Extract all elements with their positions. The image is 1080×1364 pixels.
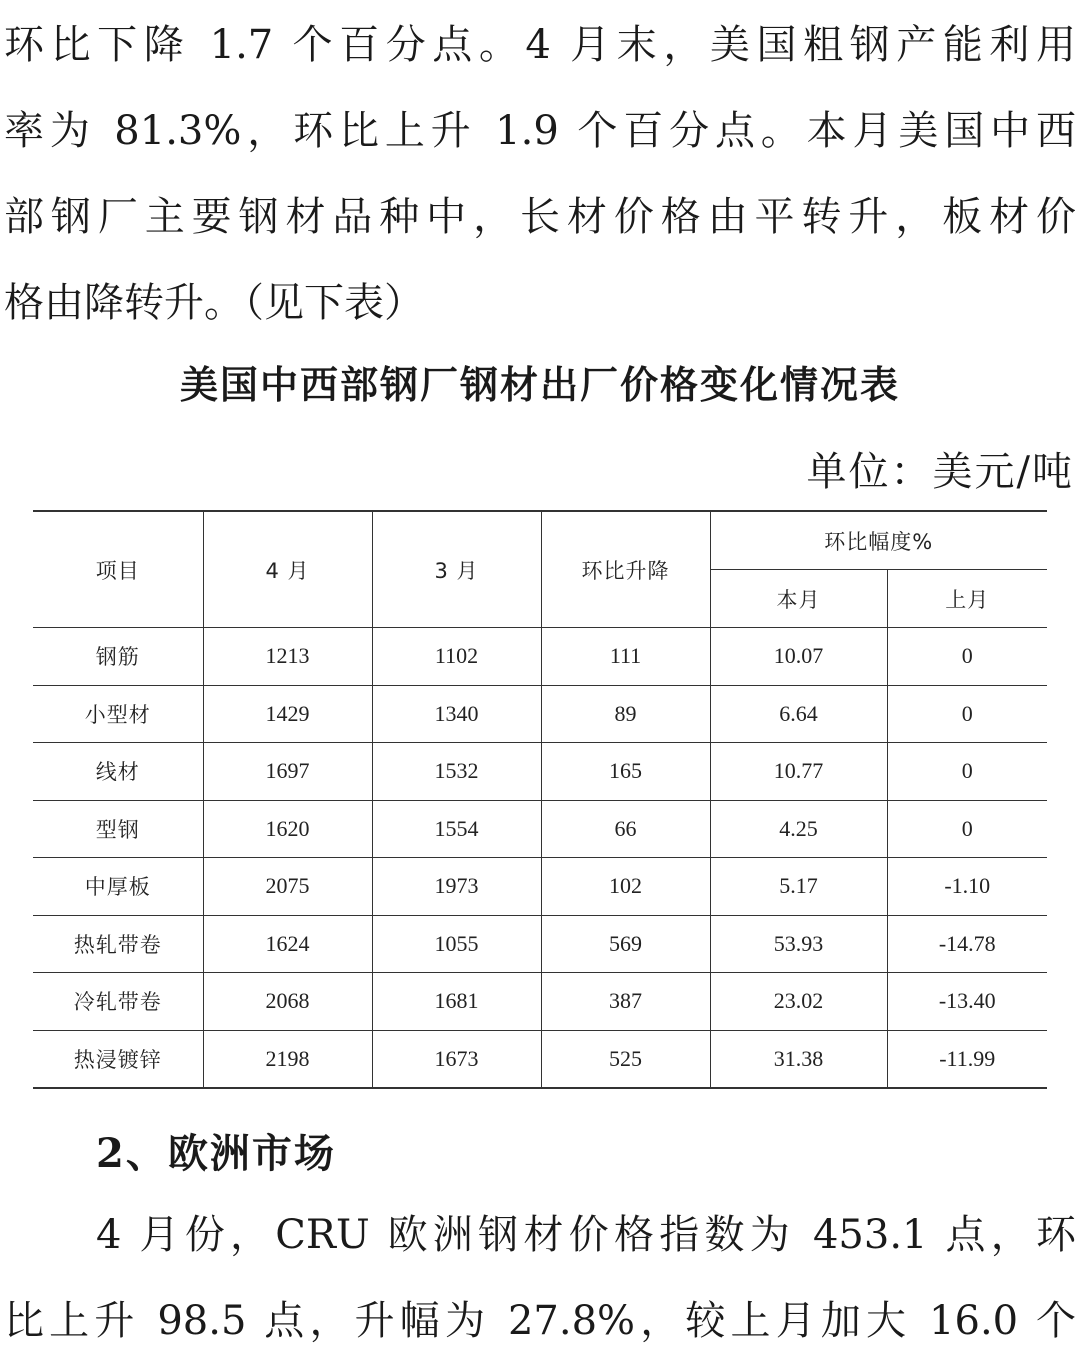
header-item: 项目	[33, 511, 203, 628]
europe-line: 4 月份，CRU 欧洲钢材价格指数为 453.1 点，环	[96, 1212, 1076, 1258]
cell-this-month: 23.02	[710, 973, 887, 1031]
cell-april: 1429	[203, 685, 372, 743]
cell-this-month: 31.38	[710, 1030, 887, 1088]
cell-april: 1620	[203, 800, 372, 858]
cell-april: 2068	[203, 973, 372, 1031]
europe-paragraph	[4, 1192, 1076, 1364]
header-mom-pct: 环比幅度%	[824, 529, 934, 554]
cell-change: 525	[541, 1030, 710, 1088]
intro-line: 环比下降 1.7 个百分点。4 月末，美国粗钢产能利用	[4, 22, 1076, 68]
header-april: 4 月	[203, 511, 372, 628]
cell-april: 2075	[203, 858, 372, 916]
cell-last-month: 0	[887, 743, 1047, 801]
table-unit: 单位：美元/吨	[806, 449, 1074, 495]
cell-change: 569	[541, 915, 710, 973]
cell-this-month: 6.64	[710, 685, 887, 743]
table-row	[33, 685, 1047, 743]
europe-line: 比上升 98.5 点，升幅为 27.8%，较上月加大 16.0 个	[4, 1298, 1076, 1344]
cell-last-month: -14.78	[887, 915, 1047, 973]
cell-change: 387	[541, 973, 710, 1031]
cell-april: 1697	[203, 743, 372, 801]
table-row	[33, 1030, 1047, 1088]
cell-item: 冷轧带卷	[33, 973, 203, 1031]
cell-item: 热浸镀锌	[33, 1030, 203, 1088]
cell-item: 钢筋	[33, 628, 203, 686]
table-row	[33, 800, 1047, 858]
header-march: 3 月	[372, 511, 541, 628]
table-row	[33, 628, 1047, 686]
cell-march: 1055	[372, 915, 541, 973]
cell-march: 1102	[372, 628, 541, 686]
cell-change: 111	[541, 628, 710, 686]
cell-april: 2198	[203, 1030, 372, 1088]
intro-line: 率为 81.3%，环比上升 1.9 个百分点。本月美国中西	[4, 108, 1076, 154]
cell-item: 小型材	[33, 685, 203, 743]
cell-march: 1554	[372, 800, 541, 858]
cell-this-month: 53.93	[710, 915, 887, 973]
table-row	[33, 915, 1047, 973]
cell-last-month: -11.99	[887, 1030, 1047, 1088]
cell-change: 66	[541, 800, 710, 858]
table-row	[33, 743, 1047, 801]
cell-this-month: 4.25	[710, 800, 887, 858]
cell-change: 89	[541, 685, 710, 743]
cell-last-month: 0	[887, 685, 1047, 743]
cell-last-month: -13.40	[887, 973, 1047, 1031]
cell-march: 1973	[372, 858, 541, 916]
cell-item: 热轧带卷	[33, 915, 203, 973]
table-title: 美国中西部钢厂钢材出厂价格变化情况表	[179, 363, 900, 407]
price-table	[33, 510, 1047, 1089]
cell-change: 165	[541, 743, 710, 801]
cell-march: 1681	[372, 973, 541, 1031]
cell-this-month: 10.77	[710, 743, 887, 801]
header-last-month: 上月	[887, 570, 1047, 628]
cell-item: 线材	[33, 743, 203, 801]
intro-line: 部钢厂主要钢材品种中，长材价格由平转升，板材价	[4, 194, 1076, 240]
cell-march: 1340	[372, 685, 541, 743]
header-change: 环比升降	[541, 511, 710, 628]
cell-last-month: -1.10	[887, 858, 1047, 916]
cell-last-month: 0	[887, 800, 1047, 858]
section-heading: 2、欧洲市场	[96, 1130, 336, 1177]
cell-this-month: 5.17	[710, 858, 887, 916]
cell-item: 中厚板	[33, 858, 203, 916]
intro-line: 格由降转升。（见下表）	[4, 280, 424, 326]
table-row	[33, 973, 1047, 1031]
cell-change: 102	[541, 858, 710, 916]
cell-march: 1532	[372, 743, 541, 801]
cell-april: 1624	[203, 915, 372, 973]
cell-april: 1213	[203, 628, 372, 686]
cell-this-month: 10.07	[710, 628, 887, 686]
intro-paragraph	[4, 2, 1076, 346]
table-row	[33, 858, 1047, 916]
cell-item: 型钢	[33, 800, 203, 858]
cell-last-month: 0	[887, 628, 1047, 686]
cell-march: 1673	[372, 1030, 541, 1088]
header-this-month: 本月	[710, 570, 887, 628]
